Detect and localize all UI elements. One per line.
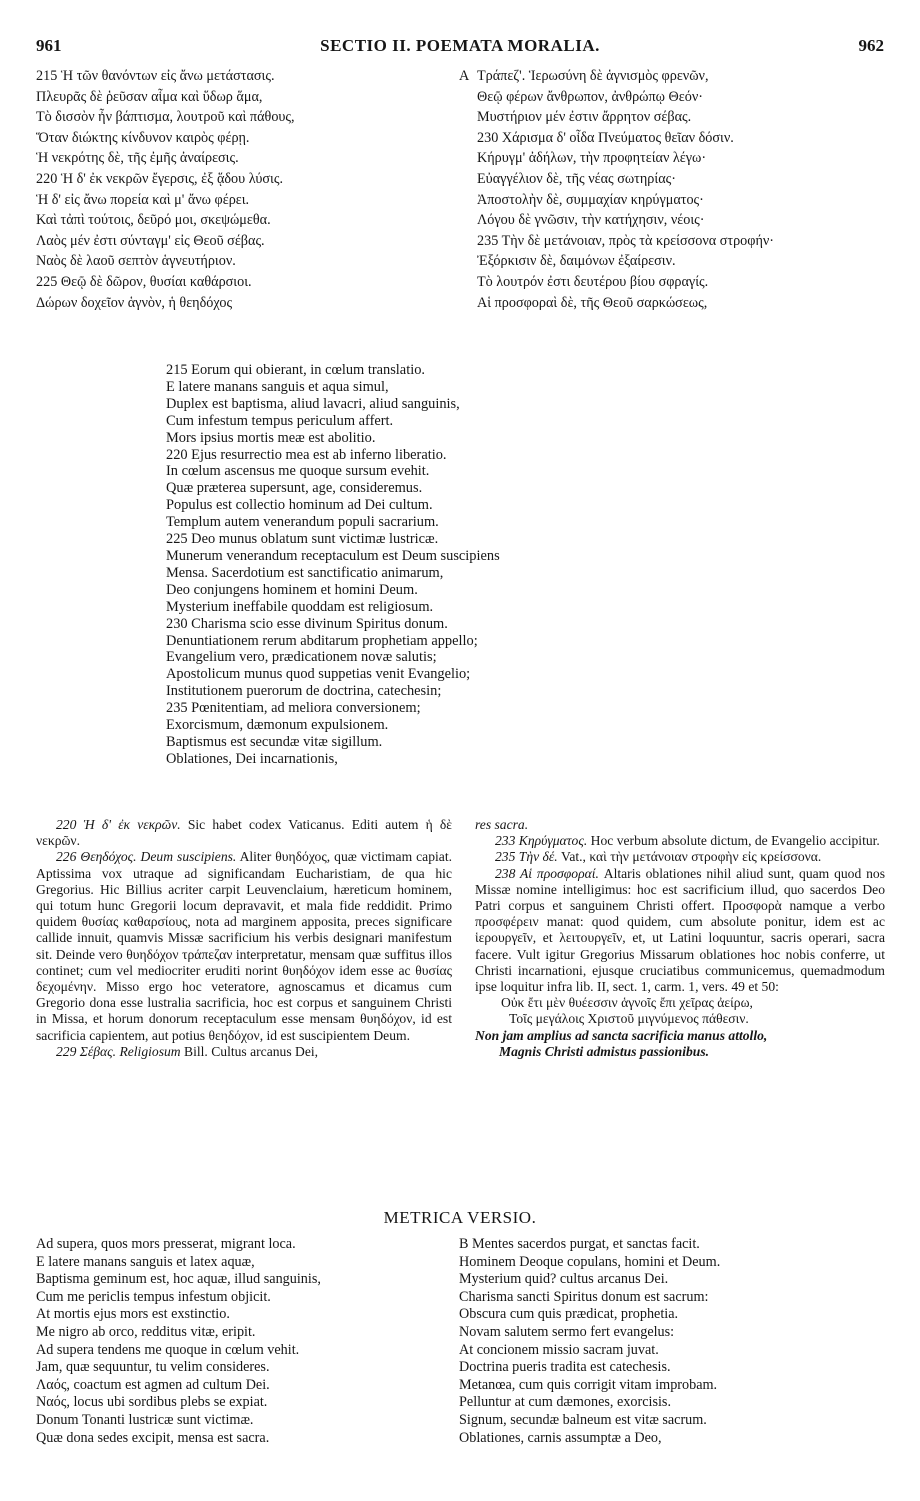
footnote: [475, 817, 885, 833]
notes-right-paragraphs: [475, 817, 885, 995]
metrica-right-column: [459, 1236, 720, 1447]
metrica-line: At concionem missio sacram juvat.: [459, 1341, 659, 1358]
latin-translation: [166, 362, 500, 768]
left-page-number: 961: [36, 36, 62, 55]
greek-verse-line: 220 Ἡ δ' ἐκ νεκρῶν ἔγερσις, ἐξ ᾅδου λύσις.: [36, 170, 283, 187]
metrica-line: Obscura cum quis prædicat, prophetia.: [459, 1306, 679, 1323]
greek-verse-line: 230 Χάρισμα δ' οἶδα Πνεύματος θεῖαν δόσιν.: [477, 129, 734, 146]
latin-translation-line: Duplex est baptisma, aliud lavacri, aliud sanguinis,: [166, 395, 460, 412]
greek-verse-line: Ναὸς δὲ λαοῦ σεπτὸν ἁγνευτήριον.: [36, 253, 236, 270]
greek-verse-line: Ἐξόρκισιν δὲ, δαιμόνων ἐξαίρεσιν.: [477, 253, 676, 270]
greek-verse-line: Μυστήριον μέν ἐστιν ἄρρητον σέβας.: [477, 109, 692, 126]
latin-translation-line: 235 Pœnitentiam, ad meliora conversionem;: [166, 700, 421, 717]
right-page-number: 962: [858, 36, 884, 55]
footnote-lemma: 220 Ἡ δ' ἐκ νεκρῶν.: [56, 817, 181, 832]
metrica-line: Ad supera tendens me quoque in cœlum vehit.: [36, 1341, 300, 1358]
latin-translation-line: Quæ præterea supersunt, age, consideremus.: [166, 480, 423, 497]
notes-right-column: [475, 817, 885, 1060]
metrica-line: E latere manans sanguis et latex aquæ,: [36, 1253, 255, 1270]
metrica-line: Quæ dona sedes excipit, mensa est sacra.: [36, 1429, 270, 1446]
footnote: [475, 866, 885, 996]
latin-translation-line: 220 Ejus resurrectio mea est ab inferno liberatio.: [166, 446, 447, 463]
metrica-line: Λαός, coactum est agmen ad cultum Dei.: [36, 1376, 270, 1393]
metrica-line: Mysterium quid? cultus arcanus Dei.: [459, 1271, 669, 1288]
metrica-line: Signum, secundæ balneum est vitæ sacrum.: [459, 1411, 707, 1428]
footnote-lemma: 238 Αἱ προσφοραί.: [495, 865, 599, 881]
footnote: [36, 817, 452, 849]
metrica-line: Me nigro ab orco, redditus vitæ, eripit.: [36, 1323, 256, 1340]
footnote-text: Altaris oblationes nihil aliud sunt, quam quod nos Missæ nomine intelligimus: hoc est sacrificium illud, quo sacerdos Deo Patri corpus et sanguinem Christi offert. Προσφορὰ namque a verbo προσφέρειν manat: quod quidem, cum absolute ponitur, idem est ac ἱερουργεῖν, et λειτουργεῖν, et, ut Latini loquuntur, sacris operari, sacra facere. Vult igitur Gregorius Missarum oblationes hoc nobis conferre, ut Christi incarnationi, ejusque cruciatibus communicemus, quemadmodum ipse loquitur infra lib. II, sect. 1, carm. 1, vers. 49 et 50:: [475, 865, 886, 995]
metrica-line: Hominem Deoque copulans, homini et Deum.: [459, 1253, 721, 1270]
footnote-lemma: 235 Τὴν δέ.: [495, 849, 558, 865]
latin-translation-line: Mensa. Sacerdotium est sanctificatio animarum,: [166, 564, 444, 581]
latin-translation-line: Mysterium ineffabile quoddam est religiosum.: [166, 598, 434, 615]
greek-text-left-column: [36, 66, 295, 313]
footnote-lemma: 229 Σέβας. Religiosum: [56, 1043, 181, 1059]
metrica-line: At mortis ejus mors est exstinctio.: [36, 1306, 230, 1323]
greek-verse-line: Θεῷ φέρων ἄνθρωπον, ἀνθρώπῳ Θεόν·: [477, 88, 703, 105]
greek-text-right-column: [459, 66, 774, 313]
metrica-left-column: [36, 1236, 321, 1447]
latin-translation-line: 225 Deo munus oblatum sunt victimæ lustricæ.: [166, 531, 439, 548]
footnote: [475, 833, 885, 849]
footnote-text: Sic habet codex Vaticanus. Editi autem ἡ δὲ νεκρῶν.: [36, 817, 452, 849]
quoted-latin-verse: Non jam amplius ad sancta sacrificia manus attollo,: [475, 1027, 768, 1043]
latin-translation-line: Apostolicum munus quod suppetias venit Evangelio;: [166, 666, 471, 683]
footnote-lemma: res sacra.: [475, 817, 529, 832]
footnote-lemma: 226 Θεηδόχος. Deum suscipiens.: [56, 849, 237, 865]
metrica-line: Doctrina pueris tradita est catechesis.: [459, 1359, 671, 1376]
greek-verse-line: Δώρων δοχεῖον ἁγνὸν, ἡ θεηδόχος: [36, 294, 233, 311]
footnote: [36, 1044, 452, 1060]
latin-translation-line: Oblationes, Dei incarnationis,: [166, 750, 338, 767]
latin-translation-line: In cœlum ascensus me quoque sursum evehit.: [166, 463, 430, 480]
metrica-line: Metanœa, cum quis corrigit vitam improbam.: [459, 1376, 718, 1393]
metrica-line: Jam, quæ sequuntur, tu velim consideres.: [36, 1359, 270, 1376]
footnote-text: Aliter θυηδόχος, quæ victimam capiat. Aptissima vox utraque ad significandam Eucharistiam, de qua hic Gregorius. Hic Billius acriter carpit Leuvenclaium, hæreticum hominem, qui totum hunc Gregorii locum depravavit, et mala fide reddidit. Primo quidem θυσίας καθαρσίους, nota ad marginem apposita, preces significare callide innuit, quamvis Missæ sacrificium his verbis designari manifestum sit. Deinde vero θυηδόχον τράπεζαν interpretatur, mensam quæ suffitus illos continet; cum vel mediocriter eruditi norint θυηδόχον idem esse ac θυσίας δεχομένην. Misso ergo hoc veteratore, agnoscamus et dicamus cum Gregorio dona esse lustralia sacrificia, hoc est corpus et sanguinem Christi in Missa, et horum donorum receptaculum esse mensam θυηδόχον, id est sacrificia capientem, aut potius θεηδόχον, id est suscipientem Deum.: [36, 849, 452, 1043]
latin-translation-line: Cum infestum tempus periculum affert.: [166, 412, 394, 429]
metrica-versio-heading: METRICA VERSIO.: [383, 1208, 537, 1227]
greek-verse-line: Ἡ δ' εἰς ἄνω πορεία καὶ μ' ἄνω φέρει.: [36, 191, 250, 208]
latin-translation-line: 215 Eorum qui obierant, in cœlum translatio.: [166, 362, 425, 378]
metrica-line: Donum Tonanti lustricæ sunt victimæ.: [36, 1411, 254, 1428]
metrica-line: Cum me periclis tempus infestum objicit.: [36, 1288, 271, 1305]
quoted-greek-verse: Οὐκ ἔτι μὲν θυέεσσιν ἁγνοῖς ἔπι χεῖρας ἀείρω,: [501, 995, 753, 1011]
footnote-lemma: 233 Κηρύγματος.: [495, 833, 588, 849]
latin-translation-line: Denuntiationem rerum abditarum prophetiam appello;: [166, 632, 478, 649]
running-header: [36, 36, 884, 58]
latin-translation-line: Templum autem venerandum populi sacrarium.: [166, 514, 439, 531]
latin-translation-line: Munerum venerandum receptaculum est Deum suscipiens: [166, 547, 500, 564]
greek-verse-line: Κήρυγμ' ἀδήλων, τὴν προφητείαν λέγω·: [477, 150, 707, 167]
quoted-greek-verse: Τοῖς μεγάλοις Χριστοῦ μιγνύμενος πάθεσιν.: [509, 1011, 749, 1027]
running-title: SECTIO II. POEMATA MORALIA.: [320, 36, 600, 55]
metrica-line: Oblationes, carnis assumptæ a Deo,: [459, 1429, 662, 1446]
greek-verse-line: Εὐαγγέλιον δὲ, τῆς νέας σωτηρίας·: [477, 170, 676, 187]
latin-translation-line: Exorcismum, dæmonum expulsionem.: [166, 717, 389, 734]
greek-verse-quotation: [475, 995, 885, 1027]
greek-verse-line: Αἱ προσφοραὶ δὲ, τῆς Θεοῦ σαρκώσεως,: [477, 294, 708, 311]
footnote: [36, 849, 452, 1043]
quoted-latin-verse: Magnis Christi admistus passionibus.: [499, 1043, 710, 1059]
latin-translation-line: Mors ipsius mortis meæ est abolitio.: [166, 429, 376, 446]
latin-translation-line: Baptismus est secundæ vitæ sigillum.: [166, 733, 383, 750]
greek-verse-line: Τὸ δισσὸν ἦν βάπτισμα, λουτροῦ καὶ πάθους,: [36, 109, 295, 126]
greek-verse-line: Τὸ λουτρόν ἐστι δευτέρου βίου σφραγίς.: [477, 273, 709, 290]
latin-translation-line: Evangelium vero, prædicationem novæ salutis;: [166, 649, 437, 666]
metrica-line: Baptisma geminum est, hoc aquæ, illud sanguinis,: [36, 1271, 321, 1288]
latin-verse-quotation: [475, 1028, 885, 1060]
greek-verse-line: Τράπεζ'. Ἱερωσύνη δὲ ἁγνισμὸς φρενῶν,: [477, 68, 709, 84]
notes-left-column: [36, 817, 452, 1060]
greek-verse-line: Λόγου δὲ γνῶσιν, τὴν κατήχησιν, νέοις·: [477, 212, 705, 229]
greek-verse-line: Καὶ τἀπὶ τούτοις, δεῦρό μοι, σκεψώμεθα.: [36, 212, 271, 229]
greek-verse-line: Ὅταν διώκτης κίνδυνον καιρὸς φέρῃ.: [36, 129, 250, 146]
greek-verse-line: 215 Ἡ τῶν θανόντων εἰς ἄνω μετάστασις.: [36, 68, 275, 84]
footnote: [475, 849, 885, 865]
metrica-line: Charisma sancti Spiritus donum est sacrum:: [459, 1288, 709, 1305]
latin-translation-line: Deo conjungens hominem et homini Deum.: [166, 581, 418, 598]
metrica-line: Pelluntur at cum dæmones, exorcisis.: [459, 1394, 671, 1411]
metrica-line: Novam salutem sermo fert evangelus:: [459, 1323, 675, 1340]
latin-translation-line: 230 Charisma scio esse divinum Spiritus donum.: [166, 615, 448, 632]
footnote-text: Vat., καὶ τὴν μετάνοιαν στροφὴν εἰς κρείσσονα.: [557, 849, 822, 865]
metrica-line: Ναός, locus ubi sordibus plebs se expiat.: [36, 1394, 268, 1411]
footnote-text: Bill. Cultus arcanus Dei,: [180, 1043, 319, 1059]
latin-translation-line: E latere manans sanguis et aqua simul,: [166, 378, 389, 395]
column-marker-a: A: [459, 68, 470, 84]
greek-verse-line: Πλευρᾶς δὲ ῥεῦσαν αἷμα καὶ ὕδωρ ἅμα,: [36, 88, 263, 105]
latin-translation-line: Institutionem puerorum de doctrina, catechesin;: [166, 683, 442, 700]
greek-verse-line: Ἡ νεκρότης δὲ, τῆς ἐμῆς ἀναίρεσις.: [36, 150, 239, 167]
metrica-line: Ad supera, quos mors presserat, migrant loca.: [36, 1236, 296, 1252]
greek-verse-line: 225 Θεῷ δὲ δῶρον, θυσίαι καθάρσιοι.: [36, 273, 252, 290]
greek-verse-line: Ἀποστολὴν δὲ, συμμαχίαν κηρύγματος·: [477, 191, 704, 208]
greek-verse-line: 235 Τὴν δὲ μετάνοιαν, πρὸς τὰ κρείσσονα στροφήν·: [477, 232, 775, 249]
greek-verse-line: Λαὸς μέν ἐστι σύνταγμ' εἰς Θεοῦ σέβας.: [36, 232, 265, 249]
footnote-text: Hoc verbum absolute dictum, de Evangelio accipitur.: [587, 833, 880, 849]
metrica-line: B Mentes sacerdos purgat, et sanctas facit.: [459, 1236, 700, 1252]
latin-translation-line: Populus est collectio hominum ad Dei cultum.: [166, 497, 433, 514]
